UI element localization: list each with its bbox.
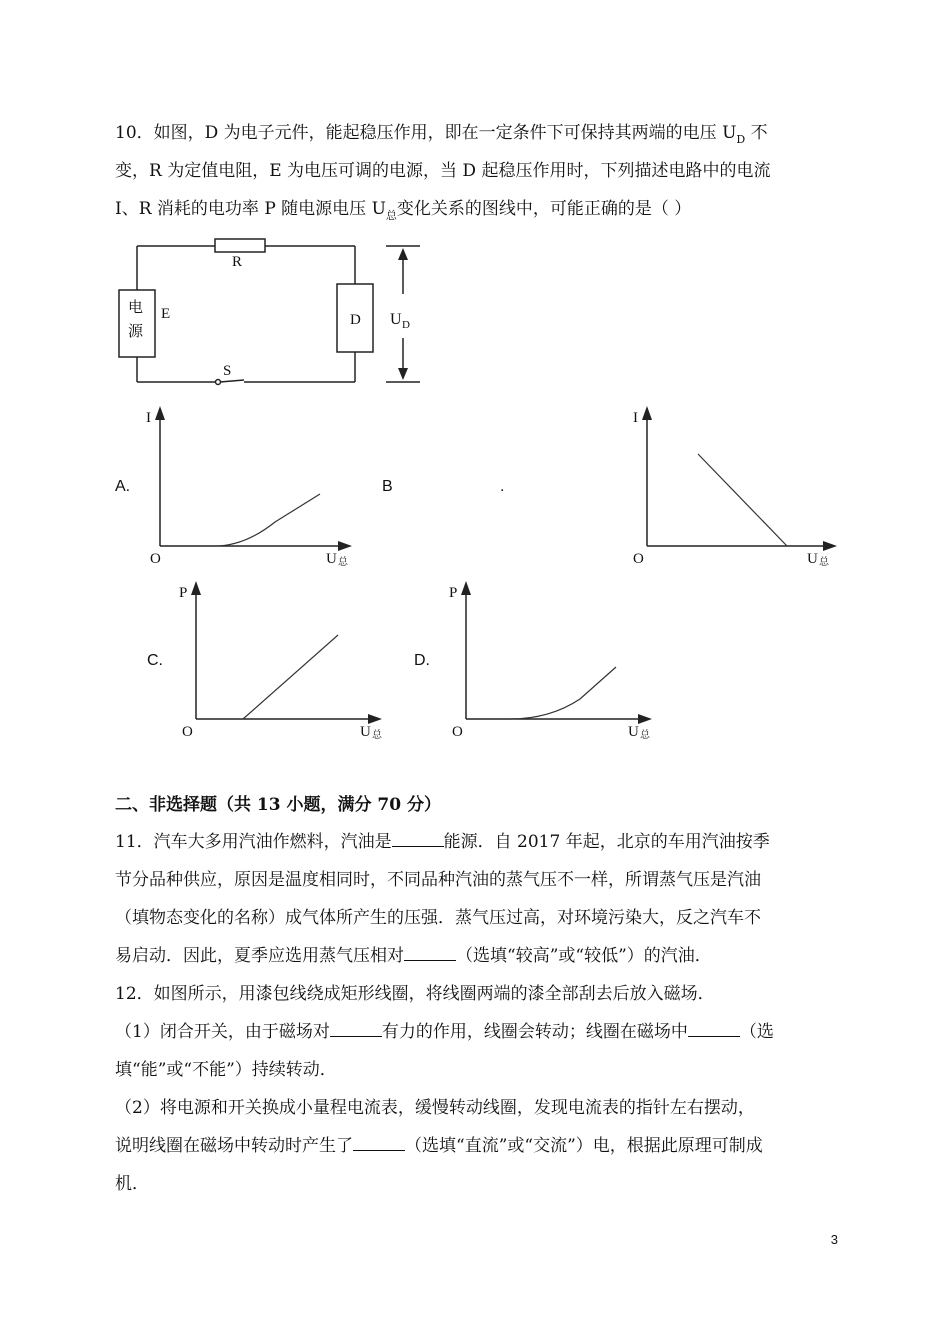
source-label-2: 源: [128, 324, 144, 340]
ud-arrow-up-head: [398, 248, 408, 260]
q11-line-1: 11．汽车大多用汽油作燃料，汽油是 能源．自 2017 年起，北京的车用汽油按季: [115, 832, 770, 852]
answer-blank[interactable]: [353, 1136, 405, 1151]
graph-a-x-arrow: [338, 541, 352, 551]
q10-line-1: 10．如图，D 为电子元件，能起稳压作用，即在一定条件下可保持其两端的电压 $U_D$ 不: [115, 123, 768, 146]
answer-blank[interactable]: [688, 1022, 740, 1037]
q12-line-6: 机．: [115, 1174, 149, 1194]
answer-blank[interactable]: [404, 946, 456, 961]
q12-line-5: 说明线圈在磁场中转动时产生了 （选填“直流”或“交流”）电，根据此原理可制成: [115, 1136, 763, 1156]
answer-blank[interactable]: [392, 832, 444, 847]
section-2-title: 二、非选择题（共 13 小题，满分 70 分）: [115, 795, 441, 815]
graph-b-origin: O: [633, 551, 644, 567]
graph-b-y-label: I: [633, 410, 638, 426]
resistor-symbol: [215, 239, 265, 252]
graph-c: [170, 575, 390, 747]
graph-c-x-sub: 总: [372, 730, 382, 741]
graph-b-line: [698, 454, 787, 546]
page-number: 3: [830, 1232, 838, 1247]
voltage-label: U: [390, 311, 402, 328]
device-label: D: [350, 312, 361, 328]
resistor-label: R: [232, 254, 243, 270]
q11-line-4: 易启动．因此，夏季应选用蒸气压相对 （选填“较高”或“较低”）的汽油．: [115, 946, 712, 966]
graph-c-y-label: P: [179, 585, 188, 601]
option-c-label: C.: [147, 652, 163, 669]
graph-c-x-arrow: [368, 714, 382, 724]
graph-d-y-label: P: [449, 585, 458, 601]
q11-line-2: 节分品种供应，原因是温度相同时，不同品种汽油的蒸气压不一样，所谓蒸气压是汽油: [115, 870, 761, 890]
option-d-label: D.: [414, 652, 430, 669]
graph-d-origin: O: [452, 724, 463, 740]
graph-b: [615, 400, 845, 572]
option-a-label: A.: [115, 478, 131, 495]
graph-c-origin: O: [182, 724, 193, 740]
graph-b-x-label: U: [807, 551, 818, 567]
q10-line-3: I、R 消耗的电功率 P 随电源电压 $U_总$变化关系的图线中，可能正确的是（ ）: [115, 199, 692, 222]
q12-line-1: 12．如图所示，用漆包线绕成矩形线圈，将线圈两端的漆全部刮去后放入磁场．: [115, 984, 715, 1004]
option-b-dot: .: [500, 478, 505, 495]
source-label-1: 电: [128, 300, 144, 316]
graph-c-y-arrow: [191, 581, 201, 595]
switch-label: S: [223, 363, 232, 379]
source-symbol-label: E: [161, 306, 171, 322]
graph-a: [140, 400, 360, 572]
graph-b-y-arrow: [642, 406, 652, 420]
option-b-label: B: [382, 478, 393, 495]
graph-d-y-arrow: [461, 581, 471, 595]
q11-line-3: （填物态变化的名称）成气体所产生的压强．蒸气压过高，对环境污染大，反之汽车不: [115, 908, 761, 928]
q10-line-2: 变，R 为定值电阻，E 为电压可调的电源，当 D 起稳压作用时，下列描述电路中的电流: [115, 161, 771, 181]
q12-line-4: （2）将电源和开关换成小量程电流表，缓慢转动线圈，发现电流表的指针左右摆动，: [115, 1098, 755, 1118]
graph-a-curve: [215, 494, 320, 546]
q12-line-3: 填“能”或“不能”）持续转动．: [115, 1060, 337, 1080]
graph-b-x-sub: 总: [819, 557, 829, 568]
graph-a-x-label: U: [326, 551, 337, 567]
graph-d-x-sub: 总: [640, 730, 650, 741]
switch-lever: [220, 380, 244, 382]
graph-c-line: [243, 635, 338, 719]
graph-d: [440, 575, 660, 747]
ud-arrow-down-head: [398, 368, 408, 380]
answer-blank[interactable]: [330, 1022, 382, 1037]
graph-a-y-arrow: [155, 406, 165, 420]
graph-a-origin: O: [150, 551, 161, 567]
voltage-sub-label: D: [402, 319, 410, 331]
switch-terminal: [216, 380, 221, 385]
graph-c-x-label: U: [360, 724, 371, 740]
graph-d-curve: [510, 667, 616, 719]
graph-d-x-arrow: [638, 714, 652, 724]
graph-a-x-sub: 总: [338, 557, 348, 568]
graph-d-x-label: U: [628, 724, 639, 740]
graph-a-y-label: I: [146, 410, 151, 426]
circuit-diagram: [110, 232, 430, 392]
graph-b-x-arrow: [823, 541, 837, 551]
q12-line-2: （1）闭合开关，由于磁场对 有力的作用，线圈会转动；线圈在磁场中 （选: [115, 1022, 774, 1042]
